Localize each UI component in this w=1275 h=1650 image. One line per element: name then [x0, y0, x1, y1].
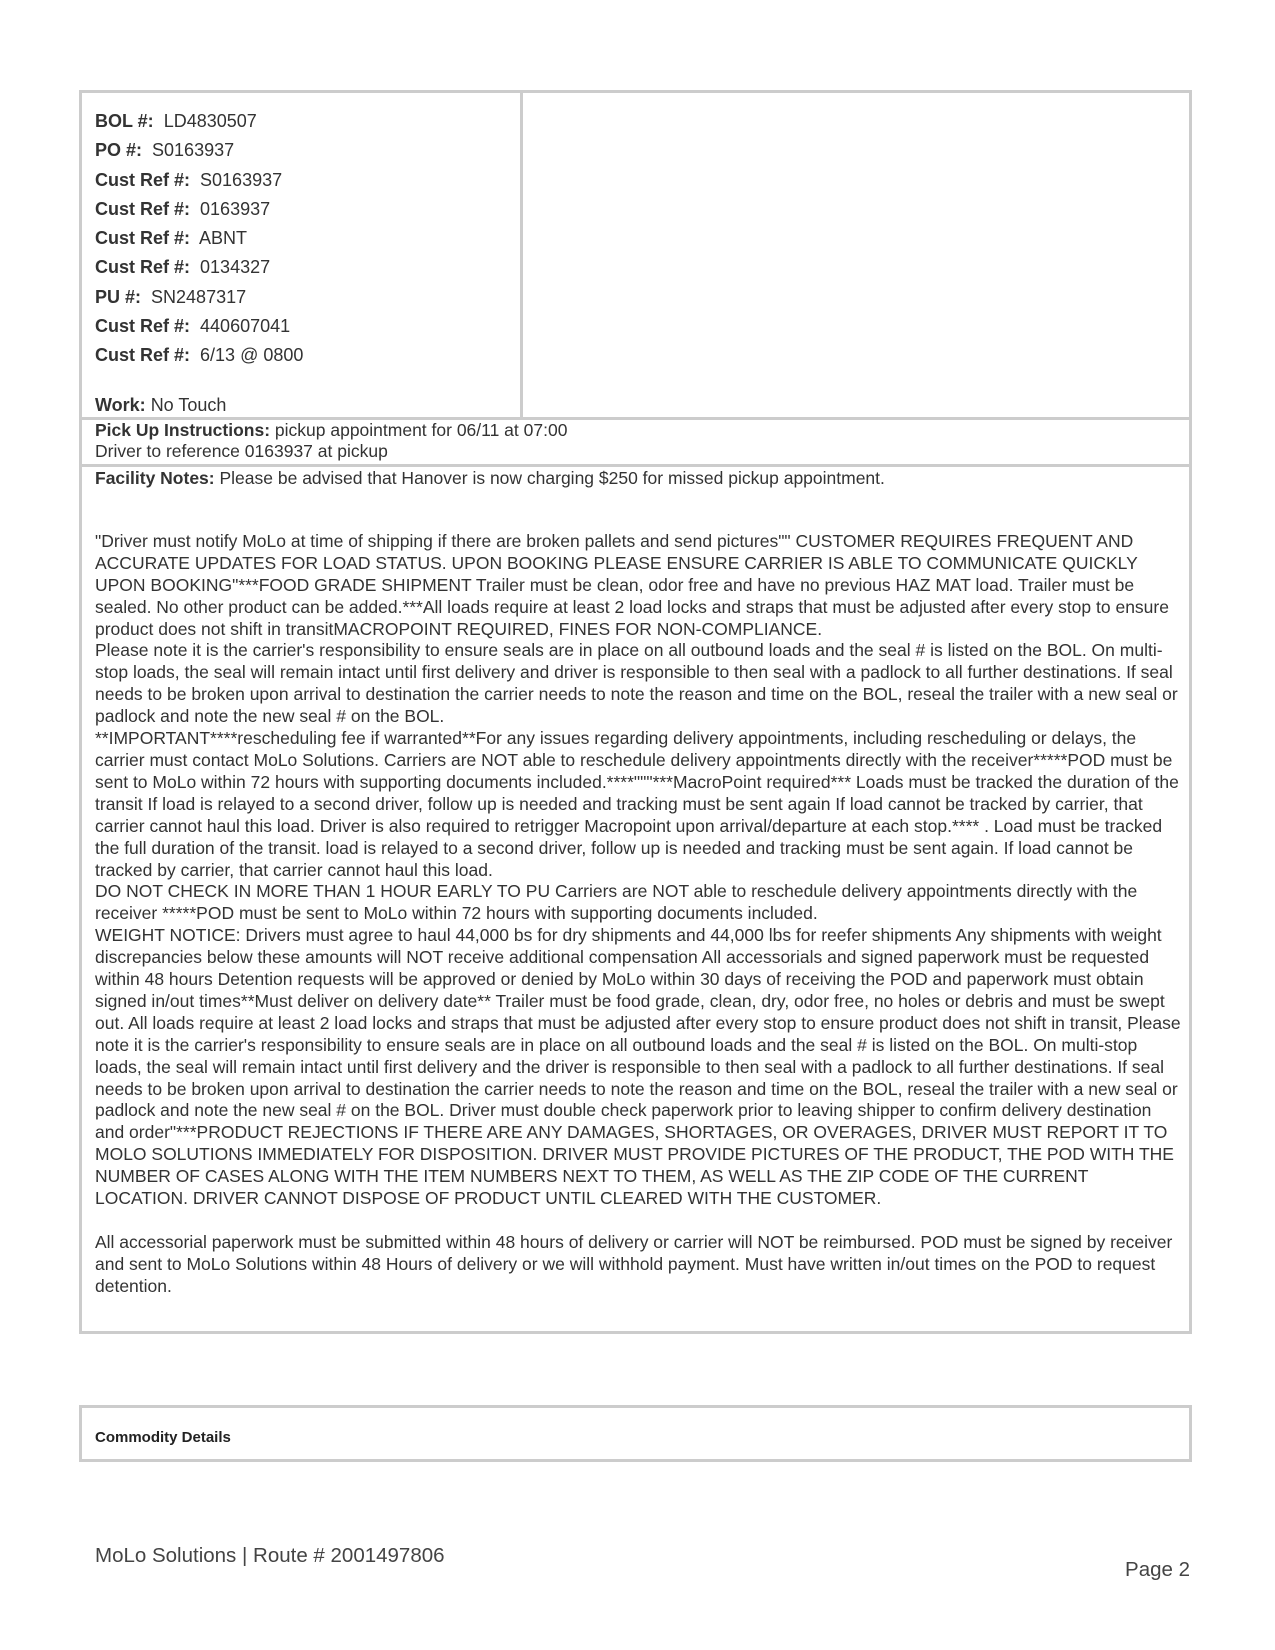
reference-label: Cust Ref #:	[95, 345, 191, 366]
pickup-text: pickup appointment for 06/11 at 07:00	[274, 420, 568, 440]
reference-label: Cust Ref #:	[95, 316, 191, 337]
reference-label: Cust Ref #:	[95, 169, 191, 190]
empty-column	[523, 93, 1189, 417]
reference-value: LD4830507	[163, 111, 257, 131]
references-box	[79, 90, 1192, 420]
reference-value: SN2487317	[151, 286, 247, 307]
reference-label: PO #:	[95, 140, 143, 161]
reference-line	[95, 253, 520, 282]
commodity-details-title: Commodity Details	[95, 1429, 231, 1446]
facility-paragraph: Please note it is the carrier's responsibility to ensure seals are in place on all outbound loads and the seal # is listed on the BOL. On multi-stop loads, the seal will remain intact until first delivery and driver is responsible to then seal with a padlock to all further destinations. If seal needs to be broken upon arrival to destination the carrier needs to note the reason and time on the BOL, reseal the trailer with a new seal or padlock and note the new seal # on the BOL.	[95, 640, 1178, 727]
reference-line	[95, 195, 520, 224]
reference-value: 440607041	[200, 316, 291, 337]
reference-label: BOL #:	[95, 111, 154, 131]
facility-paragraph: **IMPORTANT****rescheduling fee if warranted**For any issues regarding delivery appointments, including rescheduling or delays, the carrier must contact MoLo Solutions. Carriers are NOT able to reschedule delivery appointments directly with the receiver*****POD must be sent to MoLo within 72 hours with supporting documents included.****"""***MacroPoint required*** Loads must be tracked the duration of the transit If load is relayed to a second driver, follow up is needed and tracking must be sent again If load cannot be tracked by carrier, that carrier cannot haul this load. Driver is also required to retrigger Macropoint upon arrival/departure at each stop.**** . Load must be tracked the full duration of the transit. load is relayed to a second driver, follow up is needed and tracking must be sent again. If load cannot be tracked by carrier, that carrier cannot haul this load.	[95, 728, 1179, 880]
work-label: Work:	[95, 394, 146, 415]
work-value: No Touch	[150, 394, 227, 415]
reference-value: S0163937	[200, 169, 283, 190]
pickup-line-2: Driver to reference 0163937 at pickup	[95, 441, 388, 461]
pickup-line-1	[95, 420, 1176, 441]
reference-label: Cust Ref #:	[95, 198, 191, 219]
reference-value: ABNT	[199, 228, 248, 249]
pickup-instructions-box	[79, 417, 1192, 467]
reference-label: Cust Ref #:	[95, 228, 191, 249]
reference-line	[95, 283, 520, 312]
reference-label: Cust Ref #:	[95, 257, 191, 278]
work-line	[95, 391, 520, 420]
reference-line	[95, 312, 520, 341]
facility-paragraph: DO NOT CHECK IN MORE THAN 1 HOUR EARLY TO PU Carriers are NOT able to reschedule delivery appointments directly with the receiver *****POD must be sent to MoLo within 72 hours with supporting documents included.	[95, 881, 1138, 924]
reference-line	[95, 166, 520, 195]
facility-first-line: Please be advised that Hanover is now charging $250 for missed pickup appointment.	[219, 468, 885, 488]
reference-line	[95, 341, 520, 370]
facility-paragraph: "Driver must notify MoLo at time of shipping if there are broken pallets and send pictures"" CUSTOMER REQUIRES FREQUENT AND ACCURATE UPDATES FOR LOAD STATUS. UPON BOOKING PLEASE ENSURE CARRIER IS ABLE TO COMMUNICATE QUICKLY UPON BOOKING"***FOOD GRADE SHIPMENT Trailer must be clean, odor free and have no previous HAZ MAT load. Trailer must be sealed. No other product can be added.***All loads require at least 2 load locks and straps that must be adjusted after every stop to ensure product does not shift in transitMACROPOINT REQUIRED, FINES FOR NON-COMPLIANCE.	[95, 530, 1169, 639]
facility-notes-heading	[95, 468, 1185, 490]
reference-value: S0163937	[152, 140, 235, 161]
page-number: Page 2	[1125, 1558, 1190, 1581]
reference-line	[95, 224, 520, 253]
facility-closing-paragraph: All accessorial paperwork must be submitted within 48 hours of delivery or carrier will NOT be reimbursed. POD must be signed by receiver and sent to MoLo Solutions within 48 Hours of delivery or we will withhold payment. Must have written in/out times on the POD to request detention.	[95, 1232, 1173, 1296]
references-column	[82, 93, 523, 417]
reference-value: 0134327	[200, 257, 271, 278]
reference-label: PU #:	[95, 286, 142, 307]
spacer	[95, 371, 520, 391]
pickup-label: Pick Up Instructions:	[95, 420, 271, 440]
commodity-details-box	[79, 1405, 1192, 1462]
reference-line	[95, 107, 520, 136]
facility-label: Facility Notes:	[95, 468, 215, 488]
reference-value: 0163937	[200, 198, 271, 219]
reference-line	[95, 136, 520, 165]
reference-value: 6/13 @ 0800	[200, 345, 304, 366]
footer-company-route: MoLo Solutions | Route # 2001497806	[95, 1544, 445, 1567]
facility-paragraph: WEIGHT NOTICE: Drivers must agree to haul 44,000 bs for dry shipments and 44,000 lbs for reefer shipments Any shipments with weight discrepancies below these amounts will NOT receive additional compensation All accessorials and signed paperwork must be requested within 48 hours Detention requests will be approved or denied by MoLo within 30 days of receiving the POD and paperwork must obtain signed in/out times**Must deliver on delivery date** Trailer must be food grade, clean, dry, odor free, no holes or debris and must be swept out. All loads require at least 2 load locks and straps that must be adjusted after every stop to ensure product does not shift in transit, Please note it is the carrier's responsibility to ensure seals are in place on all outbound loads and the seal # is listed on the BOL. On multi-stop loads, the seal will remain intact until first delivery and the driver is responsible to then seal with a padlock to all further destinations. If seal needs to be broken upon arrival to destination the carrier needs to note the reason and time on the BOL, reseal the trailer with a new seal or padlock and note the new seal # on the BOL. Driver must double check paperwork prior to leaving shipper to confirm delivery destination and order"***PRODUCT REJECTIONS IF THERE ARE ANY DAMAGES, SHORTAGES, OR OVERAGES, DRIVER MUST REPORT IT TO MOLO SOLUTIONS IMMEDIATELY FOR DISPOSITION. DRIVER MUST PROVIDE PICTURES OF THE PRODUCT, THE POD WITH THE NUMBER OF CASES ALONG WITH THE ITEM NUMBERS NEXT TO THEM, AS WELL AS THE ZIP CODE OF THE CURRENT LOCATION. DRIVER CANNOT DISPOSE OF PRODUCT UNTIL CLEARED WITH THE CUSTOMER.	[95, 925, 1181, 1209]
spacer	[95, 1210, 1185, 1232]
facility-notes-box	[79, 464, 1192, 1334]
